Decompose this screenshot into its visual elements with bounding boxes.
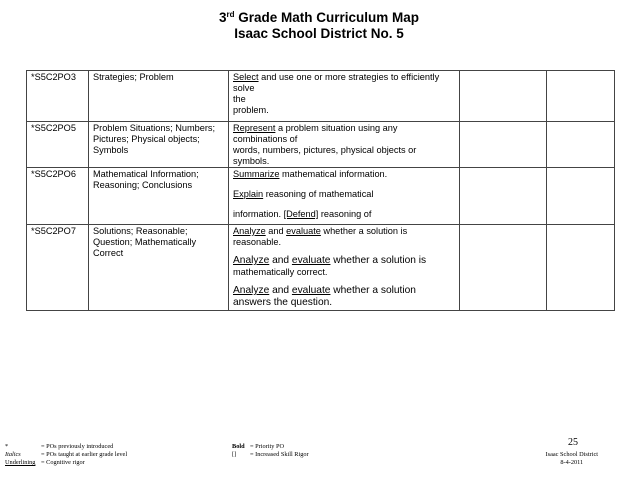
po-concepts: Strategies; Problem (89, 71, 229, 122)
empty-cell (547, 168, 615, 225)
po-description: Analyze and evaluate whether a solution is reasonable. Analyze and evaluate whether a solution is mathematically correct. Analyze and evaluate whether a solution answers the question. (229, 225, 460, 311)
empty-cell (547, 71, 615, 122)
table-row (27, 71, 615, 122)
po-concepts: Problem Situations; Numbers; Pictures; Physical objects; Symbols (89, 122, 229, 168)
table-row (27, 225, 615, 311)
po-code: *S5C2PO3 (27, 71, 89, 122)
po-code: *S5C2PO7 (27, 225, 89, 311)
table-row (27, 122, 615, 168)
footer-district: Isaac School District 8-4-2011 (545, 451, 598, 466)
po-description: Summarize mathematical information. Explain reasoning of mathematical information. [Defend] reasoning of (229, 168, 460, 225)
empty-cell (460, 71, 547, 122)
legend-left: * = POs previously introduced Italics = POs taught at earlier grade level Underlining = Cognitive rigor (5, 443, 128, 466)
po-concepts: Solutions; Reasonable; Question; Mathematically Correct (89, 225, 229, 311)
po-concepts: Mathematical Information; Reasoning; Conclusions (89, 168, 229, 225)
legend-mid: Bold = Priority PO [] = Increased Skill Rigor (232, 443, 309, 458)
po-description: Represent a problem situation using any combinations of words, numbers, pictures, physical objects or symbols. (229, 122, 460, 168)
page-number: 25 (568, 437, 578, 448)
empty-cell (547, 225, 615, 311)
empty-cell (460, 225, 547, 311)
table-row (27, 168, 615, 225)
page-title: 3rd Grade Math Curriculum Map (218, 10, 420, 25)
po-code: *S5C2PO6 (27, 168, 89, 225)
page-header (0, 10, 638, 42)
po-description: Select and use one or more strategies to efficiently solve the problem. (229, 71, 460, 122)
empty-cell (460, 168, 547, 225)
district-title: Isaac School District No. 5 (234, 26, 404, 41)
empty-cell (547, 122, 615, 168)
empty-cell (460, 122, 547, 168)
po-code: *S5C2PO5 (27, 122, 89, 168)
curriculum-table (26, 70, 615, 311)
